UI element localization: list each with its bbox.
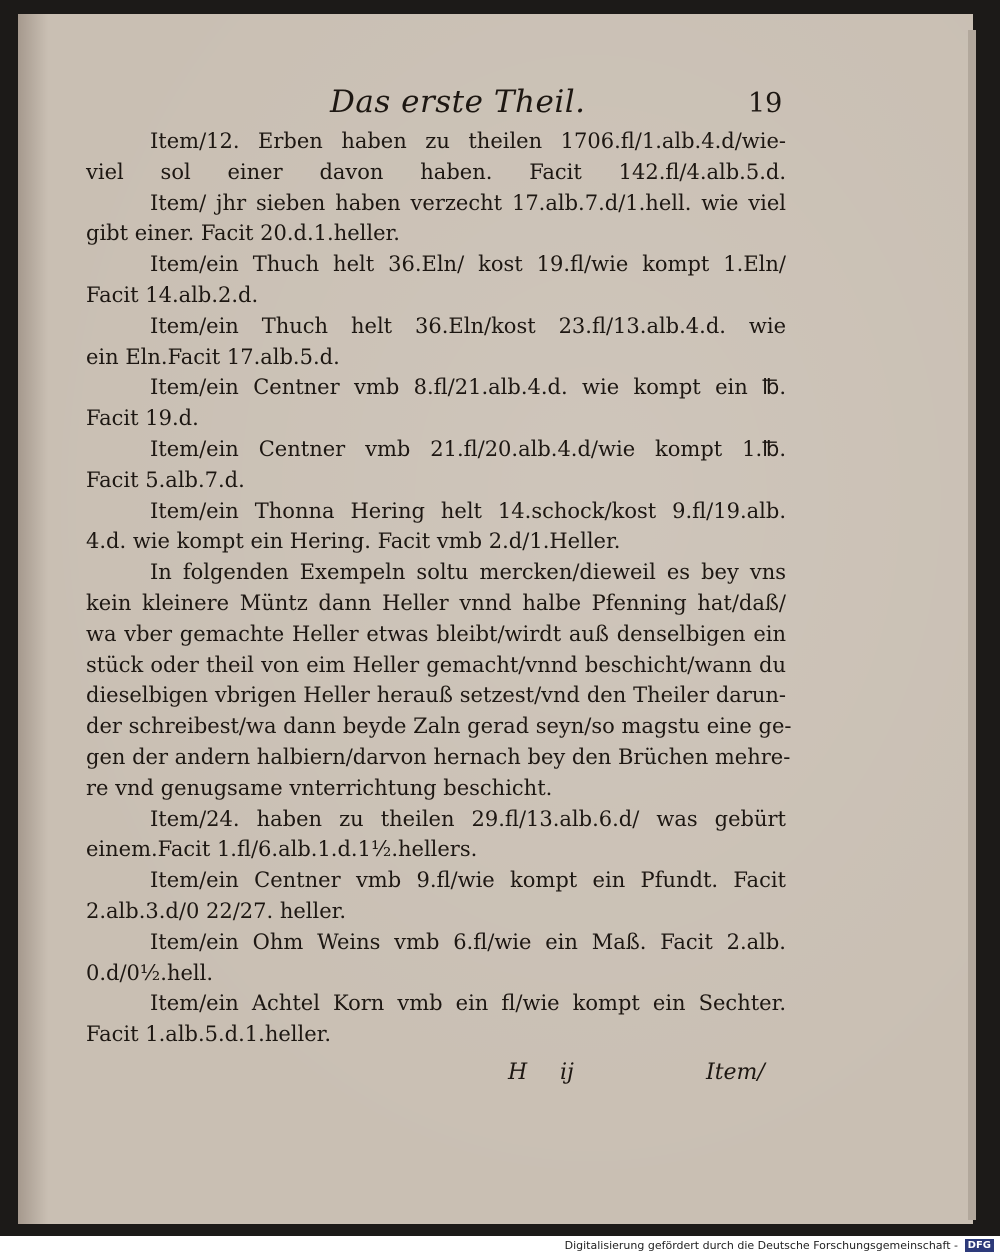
running-title: Das erste Theil. (330, 84, 586, 120)
text-line: Item/ein Ohm Weins vmb 6.fl/wie ein Maß. Facit 2.alb. (150, 929, 786, 954)
text-line: 4.d. wie kompt ein Hering. Facit vmb 2.d/1.Heller. (86, 529, 621, 554)
signature-number: ij (560, 1060, 574, 1085)
text-line: dieselbigen vbrigen Heller herauß setzest/vnd den Theiler darun- (86, 683, 786, 708)
text-line: der schreibest/wa dann beyde Zaln gerad seyn/so magstu eine ge- (86, 714, 792, 739)
text-line: Item/24. haben zu theilen 29.fl/13.alb.6.d/ was gebürt (150, 806, 786, 831)
text-line: viel sol einer davon haben. Facit 142.fl/4.alb.5.d. (86, 159, 786, 184)
catchword: Item/ (706, 1060, 765, 1085)
page-header (0, 84, 1000, 124)
text-line: gibt einer. Facit 20.d.1.heller. (86, 221, 400, 246)
text-line: Item/ein Thonna Hering helt 14.schock/kost 9.fl/19.alb. (150, 498, 786, 523)
text-line: Item/ein Thuch helt 36.Eln/kost 23.fl/13.alb.4.d. wie (150, 313, 786, 338)
text-line: Item/ein Centner vmb 9.fl/wie kompt ein Pfundt. Facit (150, 868, 786, 893)
text-line: Facit 1.alb.5.d.1.heller. (86, 1022, 332, 1047)
text-line: Facit 5.alb.7.d. (86, 467, 245, 492)
text-line: stück oder theil von eim Heller gemacht/vnnd beschicht/wann du (86, 652, 786, 677)
text-line: Item/ein Centner vmb 21.fl/20.alb.4.d/wie kompt 1.℔. (150, 436, 786, 461)
text-line: 2.alb.3.d/0 22/27. heller. (86, 898, 347, 923)
text-line: Item/12. Erben haben zu theilen 1706.fl/1.alb.4.d/wie- (150, 129, 786, 153)
page-number: 19 (748, 88, 783, 119)
dfg-logo: DFG (965, 1239, 994, 1252)
text-line: Facit 19.d. (86, 406, 199, 431)
text-line: wa vber gemachte Heller etwas bleibt/wirdt auß denselbigen ein (86, 621, 786, 646)
text-line: Item/ein Achtel Korn vmb ein fl/wie kompt ein Sechter. (150, 991, 786, 1016)
text-line: ein Eln.Facit 17.alb.5.d. (86, 344, 340, 369)
text-line: einem.Facit 1.fl/6.alb.1.d.1½.hellers. (86, 837, 478, 862)
signature-letter: H (508, 1060, 528, 1085)
text-line: Item/ein Centner vmb 8.fl/21.alb.4.d. wie kompt ein ℔. (150, 375, 786, 400)
text-line: 0.d/0½.hell. (86, 960, 214, 985)
text-line: Facit 14.alb.2.d. (86, 282, 259, 307)
text-line: gen der andern halbiern/darvon hernach bey den Brüchen mehre- (86, 744, 791, 769)
text-block (86, 126, 792, 1050)
page-edge (968, 30, 976, 1220)
text-line: Item/ein Thuch helt 36.Eln/ kost 19.fl/wie kompt 1.Eln/ (150, 252, 786, 277)
text-line: Item/ jhr sieben haben verzecht 17.alb.7.d/1.hell. wie viel (150, 190, 786, 215)
funding-credit: Digitalisierung gefördert durch die Deutsche Forschungsgemeinschaft - (564, 1239, 958, 1252)
footer-bar (0, 1236, 1000, 1255)
text-line: re vnd genugsame vnterrichtung beschicht. (86, 775, 553, 800)
text-line: kein kleinere Müntz dann Heller vnnd halbe Pfenning hat/daß/ (86, 590, 786, 615)
text-line: In folgenden Exempeln soltu mercken/dieweil es bey vns (150, 560, 786, 585)
